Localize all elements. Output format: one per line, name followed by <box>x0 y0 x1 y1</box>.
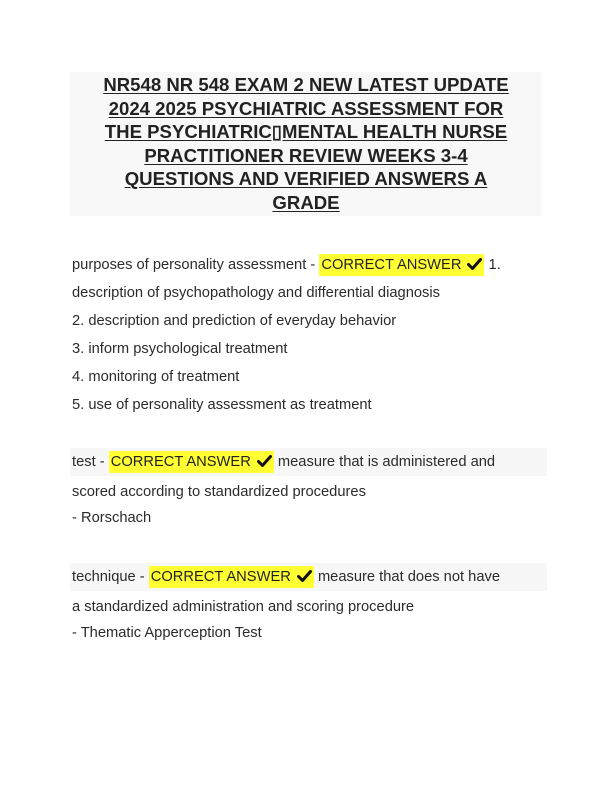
title-line: THE PSYCHIATRIC▯MENTAL HEALTH NURSE <box>104 121 508 142</box>
answer-line: - Thematic Apperception Test <box>72 625 262 641</box>
checkmark-icon <box>297 570 312 582</box>
qa-item-technique <box>72 563 547 647</box>
title-line: GRADE <box>272 191 340 213</box>
correct-answer-highlight <box>319 254 484 276</box>
answer-text: measure that does not have <box>313 569 501 585</box>
answer-text: measure that is administered and <box>273 454 496 470</box>
question-term: purposes of personality assessment - <box>72 257 320 273</box>
checkmark-icon <box>467 258 482 270</box>
correct-answer-label: CORRECT ANSWER <box>150 569 291 585</box>
answer-line: 4. monitoring of treatment <box>72 369 240 385</box>
correct-answer-highlight <box>149 566 314 588</box>
qa-item-personality-assessment <box>72 251 547 419</box>
question-line <box>70 448 547 476</box>
document-title <box>70 72 542 216</box>
question-line <box>70 563 547 591</box>
correct-answer-label: CORRECT ANSWER <box>321 257 462 273</box>
title-line: 2024 2025 PSYCHIATRIC ASSESSMENT FOR <box>108 97 504 119</box>
checkmark-icon <box>257 455 272 467</box>
answer-line: scored according to standardized procedures <box>72 484 366 500</box>
answer-line: 2. description and prediction of everyday behavior <box>72 313 397 329</box>
title-line: QUESTIONS AND VERIFIED ANSWERS A <box>124 168 488 189</box>
answer-text: 1. <box>484 257 501 273</box>
title-line: NR548 NR 548 EXAM 2 NEW LATEST UPDATE <box>103 74 509 95</box>
correct-answer-label: CORRECT ANSWER <box>110 454 251 470</box>
qa-item-test <box>72 448 547 532</box>
question-term: test - <box>72 454 109 470</box>
question-term: technique - <box>72 569 149 585</box>
answer-line: description of psychopathology and differential diagnosis <box>72 285 440 301</box>
answer-line: 5. use of personality assessment as treatment <box>72 397 372 413</box>
question-line <box>72 251 547 279</box>
answer-line: a standardized administration and scoring procedure <box>72 599 415 615</box>
answer-line: - Rorschach <box>72 510 152 526</box>
correct-answer-highlight <box>109 451 274 473</box>
answer-line: 3. inform psychological treatment <box>72 341 288 357</box>
title-line: PRACTITIONER REVIEW WEEKS 3-4 <box>144 144 468 166</box>
